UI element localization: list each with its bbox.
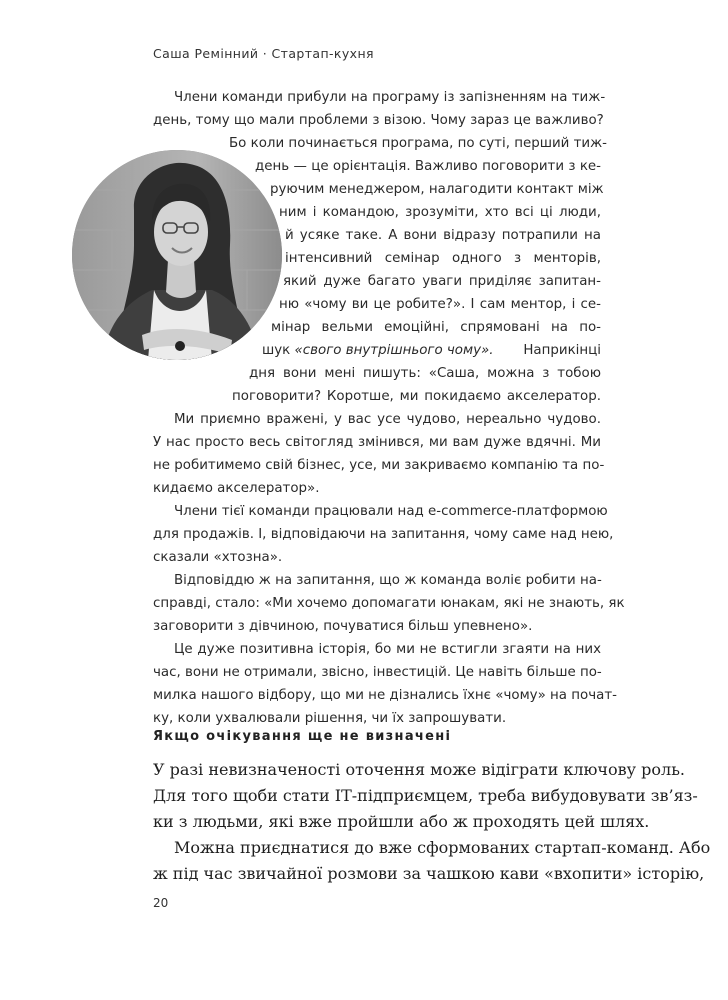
text-line: кидаємо акселератор». (153, 481, 320, 496)
text-line: руючим менеджером, налагодити контакт між (270, 182, 604, 197)
text-line: ку, коли ухвалювали рішення, чи їх запрошувати. (153, 711, 507, 726)
text-line: який дуже багато уваги приділяє запитан- (283, 274, 601, 289)
text-line: й усяке таке. А вони відразу потрапили на (285, 228, 601, 243)
text-line: Члени тієї команди працювали над e-commerce-платформою (174, 504, 608, 519)
body-line: У разі невизначеності оточення може відіграти ключову роль. (153, 760, 685, 779)
text-line: дня вони мені пишуть: «Саша, можна з тобою (249, 366, 601, 381)
text-line: Бо коли починається програма, по суті, перший тиж- (229, 136, 608, 151)
text-line: Це дуже позитивна історія, бо ми не встигли згаяти на них (174, 642, 601, 657)
text-line: Ми приємно вражені, у вас усе чудово, нереально чудово. (174, 412, 601, 427)
running-header: Саша Ремінний · Стартап-кухня (153, 46, 374, 61)
emphasis-text: «свого внутрішнього чому». (294, 343, 494, 358)
text-line: мінар вельми емоційні, спрямовані на по- (271, 320, 601, 335)
text-line-with-emphasis (262, 343, 601, 358)
text-line: поговорити? Коротше, ми покидаємо акселератор. (232, 389, 601, 404)
text-line: не робитимемо свій бізнес, усе, ми закриваємо компанію та по- (153, 458, 605, 473)
text-line: час, вони не отримали, звісно, інвестицій. Це навіть більше по- (153, 665, 602, 680)
text-line: У нас просто весь світогляд змінився, ми вам дуже вдячні. Ми (153, 435, 601, 450)
text-line: сказали «хтозна». (153, 550, 283, 565)
page-number: 20 (153, 896, 169, 910)
text-line: ню «чому ви це робите?». І сам ментор, і се- (279, 297, 601, 312)
portrait-icon (72, 150, 282, 360)
body-line: Для того щоби стати ІТ-підприємцем, треба вибудовувати зв’яз- (153, 786, 698, 805)
text-line: заговорити з дівчиною, почуватися більш упевнено». (153, 619, 533, 634)
author-portrait-image (72, 150, 282, 360)
body-line: ки з людьми, які вже пройшли або ж проходять цей шлях. (153, 812, 650, 831)
text-line: Відповіддю ж на запитання, що ж команда воліє робити на- (174, 573, 602, 588)
text-line: інтенсивний семінар одного з менторів, (285, 251, 601, 266)
text-line: милка нашого відбору, що ми не дізнались їхнє «чому» на почат- (153, 688, 617, 703)
text-line: день — це орієнтація. Важливо поговорити з ке- (255, 159, 601, 174)
text-line: Члени команди прибули на програму із запізненням на тиж- (174, 90, 606, 105)
text-fragment: шук (262, 343, 295, 358)
text-line: ним і командою, зрозуміти, хто всі ці люди, (279, 205, 601, 220)
body-line: Можна приєднатися до вже сформованих стартап-команд. Або (174, 838, 711, 857)
text-line: день, тому що мали проблеми з візою. Чому зараз це важливо? (153, 113, 604, 128)
text-line: справді, стало: «Ми хочемо допомагати юнакам, які не знають, як (153, 596, 625, 611)
section-heading: Якщо очікування ще не визначені (153, 729, 452, 744)
text-fragment: Наприкінці (519, 343, 601, 358)
text-line: для продажів. І, відповідаючи на запитання, чому саме над нею, (153, 527, 614, 542)
body-line: ж під час звичайної розмови за чашкою кави «вхопити» історію, (153, 864, 705, 883)
